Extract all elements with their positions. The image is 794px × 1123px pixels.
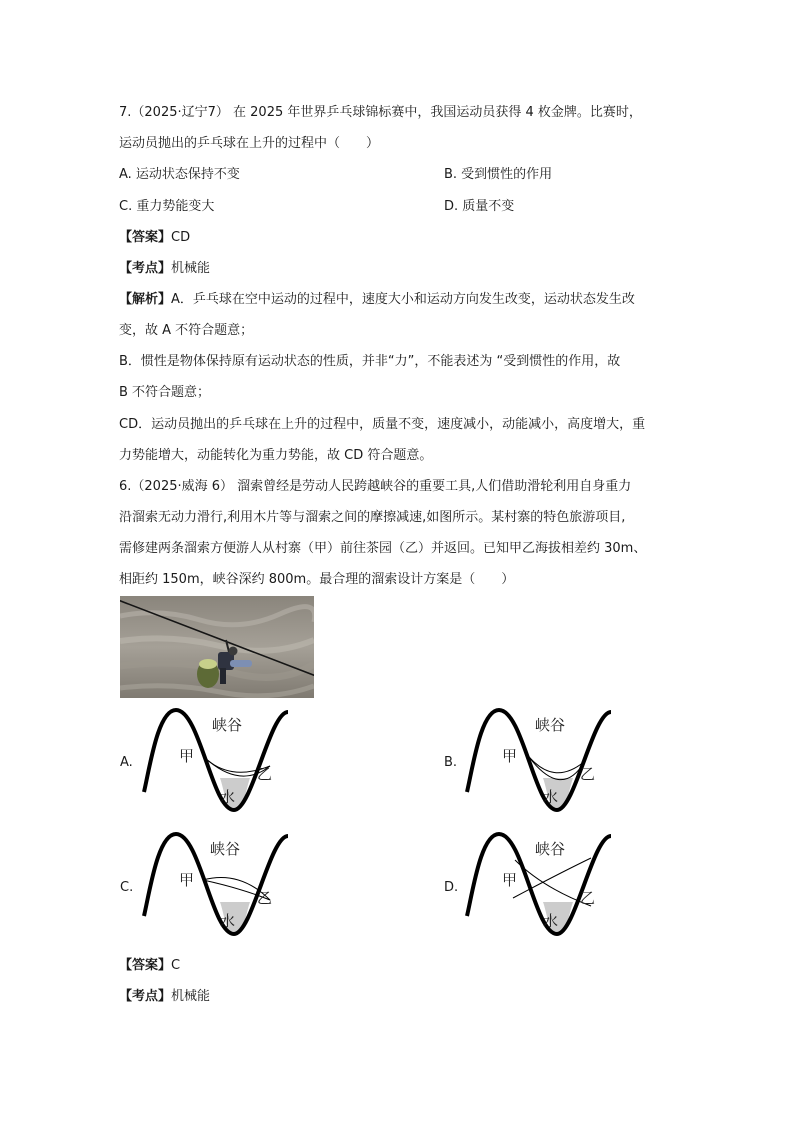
analysis-text: A．乒乓球在空中运动的过程中，速度大小和运动方向发生改变，运动状态发生改 <box>171 292 635 307</box>
zipline-photo <box>120 596 314 698</box>
diagram-b-water-label: 水 <box>543 788 559 806</box>
answer-tag: 【答案】 <box>119 958 172 973</box>
q7-stem-line2: 运动员抛出的乒乓球在上升的过程中（ ） <box>119 136 380 151</box>
diagram-a <box>140 706 320 818</box>
q6-stem-line1: 6.（2025·威海 6） 溜索曾经是劳动人民跨越峡谷的重要工具,人们借助滑轮利用自身重力 <box>119 479 632 494</box>
q6-stem-line3: 需修建两条溜索方便游人从村寨（甲）前往茶园（乙）并返回。已知甲乙海拔相差约 30m、 <box>119 541 647 556</box>
diagram-a-water-label: 水 <box>220 788 236 806</box>
analysis-tag: 【解析】 <box>119 292 172 307</box>
q7-analysis-line4: B 不符合题意； <box>119 385 211 400</box>
option-b-letter: B. <box>444 755 458 770</box>
q7-exam-point <box>119 260 210 278</box>
diagram-a-jia-label: 甲 <box>179 747 195 765</box>
q7-option-d: D. 质量不变 <box>444 199 515 214</box>
diagram-d-gorge-label: 峡谷 <box>535 840 566 858</box>
q7-analysis-line2: 变，故 A 不符合题意； <box>119 323 254 338</box>
exam-point-tag: 【考点】 <box>119 989 172 1004</box>
exam-point-value: 机械能 <box>171 261 211 276</box>
diagram-d <box>463 830 643 942</box>
answer-value: CD <box>171 230 191 245</box>
diagram-a-gorge-label: 峡谷 <box>212 716 243 734</box>
q6-answer <box>119 957 180 975</box>
exam-point-tag: 【考点】 <box>119 261 172 276</box>
option-c-letter: C. <box>120 880 134 895</box>
answer-value: C <box>171 958 181 973</box>
diagram-b-gorge-label: 峡谷 <box>535 716 566 734</box>
diagram-c-water-label: 水 <box>220 912 236 930</box>
q7-analysis-line5: CD．运动员抛出的乒乓球在上升的过程中，质量不变，速度减小，动能减小，高度增大，重 <box>119 417 646 432</box>
q6-stem-line2: 沿溜索无动力滑行,利用木片等与溜索之间的摩擦减速,如图所示。某村寨的特色旅游项目, <box>119 510 626 525</box>
diagram-c-yi-label: 乙 <box>257 889 273 907</box>
q7-option-a: A. 运动状态保持不变 <box>119 167 240 182</box>
diagram-c-gorge-label: 峡谷 <box>210 840 241 858</box>
q7-option-b: B. 受到惯性的作用 <box>444 167 553 182</box>
q7-stem-line1: 7.（2025·辽宁7） 在 2025 年世界乒乓球锦标赛中，我国运动员获得 4 枚金牌。比赛时， <box>119 105 642 120</box>
q7-analysis-line3: B．惯性是物体保持原有运动状态的性质，并非“力”，不能表述为 “受到惯性的作用，故 <box>119 354 621 369</box>
diagram-d-jia-label: 甲 <box>502 871 518 889</box>
answer-tag: 【答案】 <box>119 230 172 245</box>
diagram-d-yi-label: 乙 <box>580 889 596 907</box>
diagram-d-water-label: 水 <box>543 912 559 930</box>
q7-answer <box>119 229 190 247</box>
exam-point-value: 机械能 <box>171 989 211 1004</box>
diagram-b <box>463 706 643 818</box>
diagram-a-yi-label: 乙 <box>257 765 273 783</box>
q7-option-c: C. 重力势能变大 <box>119 199 215 214</box>
q6-stem-line4: 相距约 150m，峡谷深约 800m。最合理的溜索设计方案是（ ） <box>119 572 515 587</box>
diagram-c <box>140 830 320 942</box>
q6-exam-point <box>119 988 210 1006</box>
option-a-letter: A. <box>120 755 133 770</box>
q7-analysis-line1 <box>119 291 635 309</box>
diagram-c-jia-label: 甲 <box>179 871 195 889</box>
q7-analysis-line6: 力势能增大，动能转化为重力势能，故 CD 符合题意。 <box>119 448 433 463</box>
diagram-b-jia-label: 甲 <box>502 747 518 765</box>
diagram-b-yi-label: 乙 <box>580 765 596 783</box>
option-d-letter: D. <box>444 880 459 895</box>
